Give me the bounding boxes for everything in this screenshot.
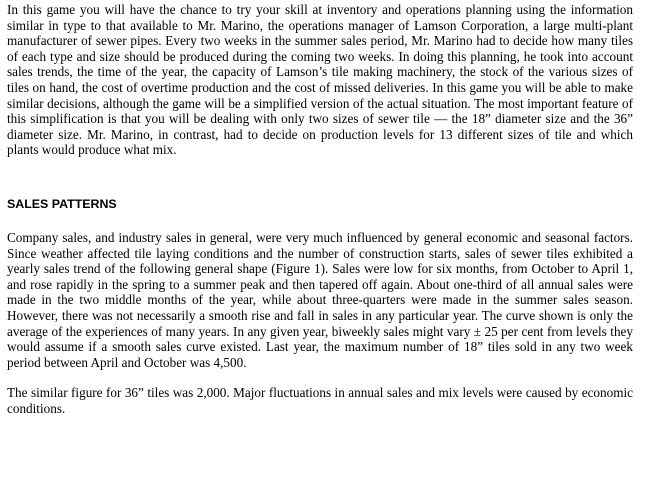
section-heading-sales-patterns: SALES PATTERNS xyxy=(7,196,117,211)
document-page xyxy=(7,2,633,416)
intro-paragraph: In this game you will have the chance to try your skill at inventory and operations planning using the information similar in type to that available to Mr. Marino, the operations manager of Lamson Corporation, a large multi-plant manufacturer of sewer pipes. Every two weeks in the summer sales period, Mr. Marino had to decide how many tiles of each type and size should be produced during the coming two weeks. In doing this planning, he took into account sales trends, the time of the year, the capacity of Lamson’s tile making machinery, the stock of the various sizes of tiles on hand, the cost of overtime production and the cost of missed deliveries. In this game you will be able to make similar decisions, although the game will be a simplified version of the actual situation. The most important feature of this simplification is that you will be dealing with only two sizes of sewer tile — the 18” diameter size and the 36” diameter size. Mr. Marino, in contrast, had to decide on production levels for 13 different sizes of tile and which plants would produce what mix. xyxy=(7,2,633,158)
closing-paragraph: The similar figure for 36” tiles was 2,000. Major fluctuations in annual sales and mix levels were caused by economic conditions. xyxy=(7,385,633,416)
sales-patterns-paragraph: Company sales, and industry sales in general, were very much influenced by general economic and seasonal factors. Since weather affected tile laying conditions and the number of construction starts, sales of sewer tiles exhibited a yearly sales trend of the following general shape (Figure 1). Sales were low for six months, from October to April 1, and rose rapidly in the spring to a summer peak and then tapered off again. About one-third of all annual sales were made in the two middle months of the year, while about three-quarters were made in the summer sales season. However, there was not necessarily a smooth rise and fall in sales in any particular year. The curve shown is only the average of the experiences of many years. In any given year, biweekly sales might vary ± 25 per cent from levels they would assume if a smooth sales curve existed. Last year, the maximum number of 18” tiles sold in any two week period between April and October was 4,500. xyxy=(7,229,633,370)
